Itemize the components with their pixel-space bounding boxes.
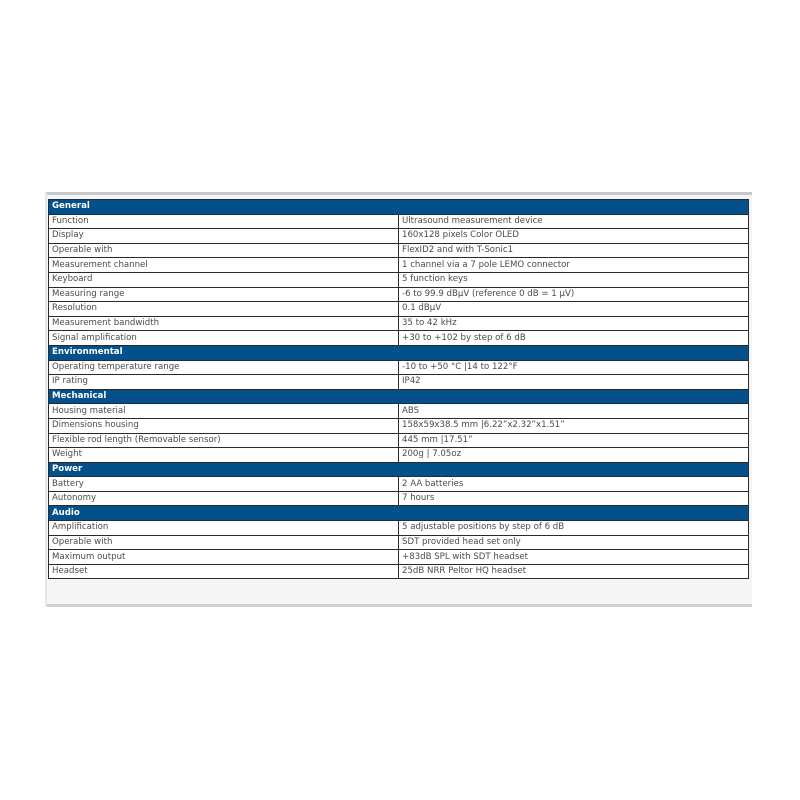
spec-label: Weight <box>49 448 399 463</box>
section-header-general <box>49 200 749 215</box>
spec-label: Measurement channel <box>49 258 399 273</box>
spec-label: Battery <box>49 477 399 492</box>
frame-bottom-border <box>47 604 752 607</box>
spec-label: Resolution <box>49 302 399 317</box>
section-header-mechanical <box>49 389 749 404</box>
spec-value: 160x128 pixels Color OLED <box>399 229 749 244</box>
spec-label: Headset <box>49 564 399 579</box>
table-row <box>49 491 749 506</box>
spec-value: 2 AA batteries <box>399 477 749 492</box>
table-row <box>49 448 749 463</box>
spec-label: Measuring range <box>49 287 399 302</box>
table-row <box>49 214 749 229</box>
table-row <box>49 302 749 317</box>
section-header-power <box>49 462 749 477</box>
table-row <box>49 418 749 433</box>
section-title: Power <box>49 462 749 477</box>
spec-value: SDT provided head set only <box>399 535 749 550</box>
spec-value: Ultrasound measurement device <box>399 214 749 229</box>
section-title: Mechanical <box>49 389 749 404</box>
table-row <box>49 272 749 287</box>
table-row <box>49 316 749 331</box>
frame-left-border <box>45 192 47 606</box>
spec-value: -10 to +50 °C |14 to 122°F <box>399 360 749 375</box>
spec-label: Operating temperature range <box>49 360 399 375</box>
table-row <box>49 550 749 565</box>
spec-value: -6 to 99.9 dBµV (reference 0 dB = 1 µV) <box>399 287 749 302</box>
spec-value: +83dB SPL with SDT headset <box>399 550 749 565</box>
frame-top-border <box>47 192 752 195</box>
spec-label: Operable with <box>49 243 399 258</box>
spec-label: Function <box>49 214 399 229</box>
section-title: General <box>49 200 749 215</box>
section-title: Audio <box>49 506 749 521</box>
table-row <box>49 564 749 579</box>
spec-label: Autonomy <box>49 491 399 506</box>
specifications-table <box>48 199 749 579</box>
spec-value: 158x59x38.5 mm |6.22”x2.32”x1.51” <box>399 418 749 433</box>
spec-value: 35 to 42 kHz <box>399 316 749 331</box>
spec-label: Display <box>49 229 399 244</box>
spec-value: 445 mm |17.51” <box>399 433 749 448</box>
spec-value: 25dB NRR Peltor HQ headset <box>399 564 749 579</box>
table-row <box>49 404 749 419</box>
spec-label: Flexible rod length (Removable sensor) <box>49 433 399 448</box>
spec-value: 200g | 7.05oz <box>399 448 749 463</box>
spec-label: Housing material <box>49 404 399 419</box>
spec-label: Signal amplification <box>49 331 399 346</box>
table-row <box>49 521 749 536</box>
table-row <box>49 258 749 273</box>
spec-label: Measurement bandwidth <box>49 316 399 331</box>
table-row <box>49 477 749 492</box>
table-row <box>49 229 749 244</box>
table-row <box>49 331 749 346</box>
spec-label: Operable with <box>49 535 399 550</box>
table-row <box>49 360 749 375</box>
spec-value: ABS <box>399 404 749 419</box>
table-row <box>49 535 749 550</box>
spec-label: Amplification <box>49 521 399 536</box>
spec-value: IP42 <box>399 375 749 390</box>
spec-value: FlexID2 and with T-Sonic1 <box>399 243 749 258</box>
table-row <box>49 287 749 302</box>
spec-value: 5 adjustable positions by step of 6 dB <box>399 521 749 536</box>
spec-label: Dimensions housing <box>49 418 399 433</box>
spec-label: Maximum output <box>49 550 399 565</box>
section-title: Environmental <box>49 345 749 360</box>
section-header-environmental <box>49 345 749 360</box>
section-header-audio <box>49 506 749 521</box>
table-row <box>49 375 749 390</box>
spec-label: Keyboard <box>49 272 399 287</box>
table-row <box>49 243 749 258</box>
spec-value: 7 hours <box>399 491 749 506</box>
spec-value: 0.1 dBµV <box>399 302 749 317</box>
spec-value: 5 function keys <box>399 272 749 287</box>
spec-label: IP rating <box>49 375 399 390</box>
spec-value: 1 channel via a 7 pole LEMO connector <box>399 258 749 273</box>
spec-value: +30 to +102 by step of 6 dB <box>399 331 749 346</box>
table-row <box>49 433 749 448</box>
